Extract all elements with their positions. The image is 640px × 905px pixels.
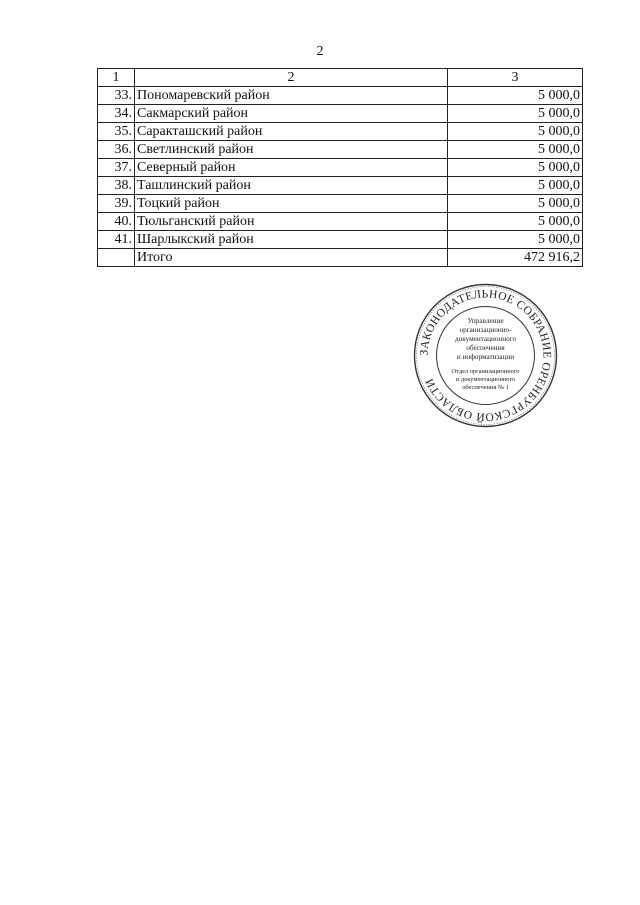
district-name: Светлинский район bbox=[135, 141, 448, 159]
row-number: 37. bbox=[98, 159, 135, 177]
amount: 5 000,0 bbox=[448, 141, 583, 159]
amount: 5 000,0 bbox=[448, 231, 583, 249]
seal-dept-line: и документационного bbox=[455, 376, 516, 383]
row-number: 35. bbox=[98, 123, 135, 141]
table-row bbox=[98, 231, 583, 249]
seal-graphic bbox=[413, 283, 558, 428]
district-name: Ташлинский район bbox=[135, 177, 448, 195]
district-name: Пономаревский район bbox=[135, 87, 448, 105]
header-col-3: 3 bbox=[448, 69, 583, 87]
table-row bbox=[98, 141, 583, 159]
seal-inner-line: обеспечения bbox=[466, 344, 505, 352]
table-row bbox=[98, 213, 583, 231]
seal-inner-line: и информатизации bbox=[456, 353, 515, 361]
row-number: 39. bbox=[98, 195, 135, 213]
amount: 5 000,0 bbox=[448, 195, 583, 213]
district-name: Тоцкий район bbox=[135, 195, 448, 213]
amount: 5 000,0 bbox=[448, 177, 583, 195]
district-name: Северный район bbox=[135, 159, 448, 177]
table-row bbox=[98, 177, 583, 195]
district-name: Саракташский район bbox=[135, 123, 448, 141]
row-number: 34. bbox=[98, 105, 135, 123]
table-row bbox=[98, 105, 583, 123]
seal-inner-text bbox=[452, 317, 520, 391]
total-number-cell bbox=[98, 249, 135, 267]
district-name: Тюльганский район bbox=[135, 213, 448, 231]
amount: 5 000,0 bbox=[448, 87, 583, 105]
table-row bbox=[98, 159, 583, 177]
seal-inner-line: Управление bbox=[467, 317, 504, 325]
amount: 5 000,0 bbox=[448, 105, 583, 123]
row-number: 41. bbox=[98, 231, 135, 249]
seal-dept-line: Отдел организационного bbox=[451, 368, 520, 375]
total-amount: 472 916,2 bbox=[448, 249, 583, 267]
header-col-2: 2 bbox=[135, 69, 448, 87]
amount: 5 000,0 bbox=[448, 213, 583, 231]
seal-dept-line: обеспечения № 1 bbox=[462, 384, 509, 391]
table-row bbox=[98, 123, 583, 141]
seal-inner-line: документационного bbox=[454, 335, 517, 343]
row-number: 40. bbox=[98, 213, 135, 231]
row-number: 36. bbox=[98, 141, 135, 159]
header-col-1: 1 bbox=[98, 69, 135, 87]
districts-table bbox=[97, 68, 583, 267]
row-number: 38. bbox=[98, 177, 135, 195]
page-number: 2 bbox=[316, 44, 324, 59]
table-row bbox=[98, 87, 583, 105]
amount: 5 000,0 bbox=[448, 123, 583, 141]
official-seal bbox=[413, 283, 558, 428]
seal-ring-text: ЗАКОНОДАТЕЛЬНОЕ СОБРАНИЕ ОРЕНБУРГСКОЙ ОБЛАСТИ bbox=[418, 288, 553, 423]
district-name: Шарлыкский район bbox=[135, 231, 448, 249]
seal-inner-line: организационно- bbox=[459, 326, 512, 334]
district-name: Сакмарский район bbox=[135, 105, 448, 123]
row-number: 33. bbox=[98, 87, 135, 105]
table-row bbox=[98, 195, 583, 213]
table-header-row bbox=[98, 69, 583, 87]
total-row bbox=[98, 249, 583, 267]
total-label: Итого bbox=[135, 249, 448, 267]
amount: 5 000,0 bbox=[448, 159, 583, 177]
